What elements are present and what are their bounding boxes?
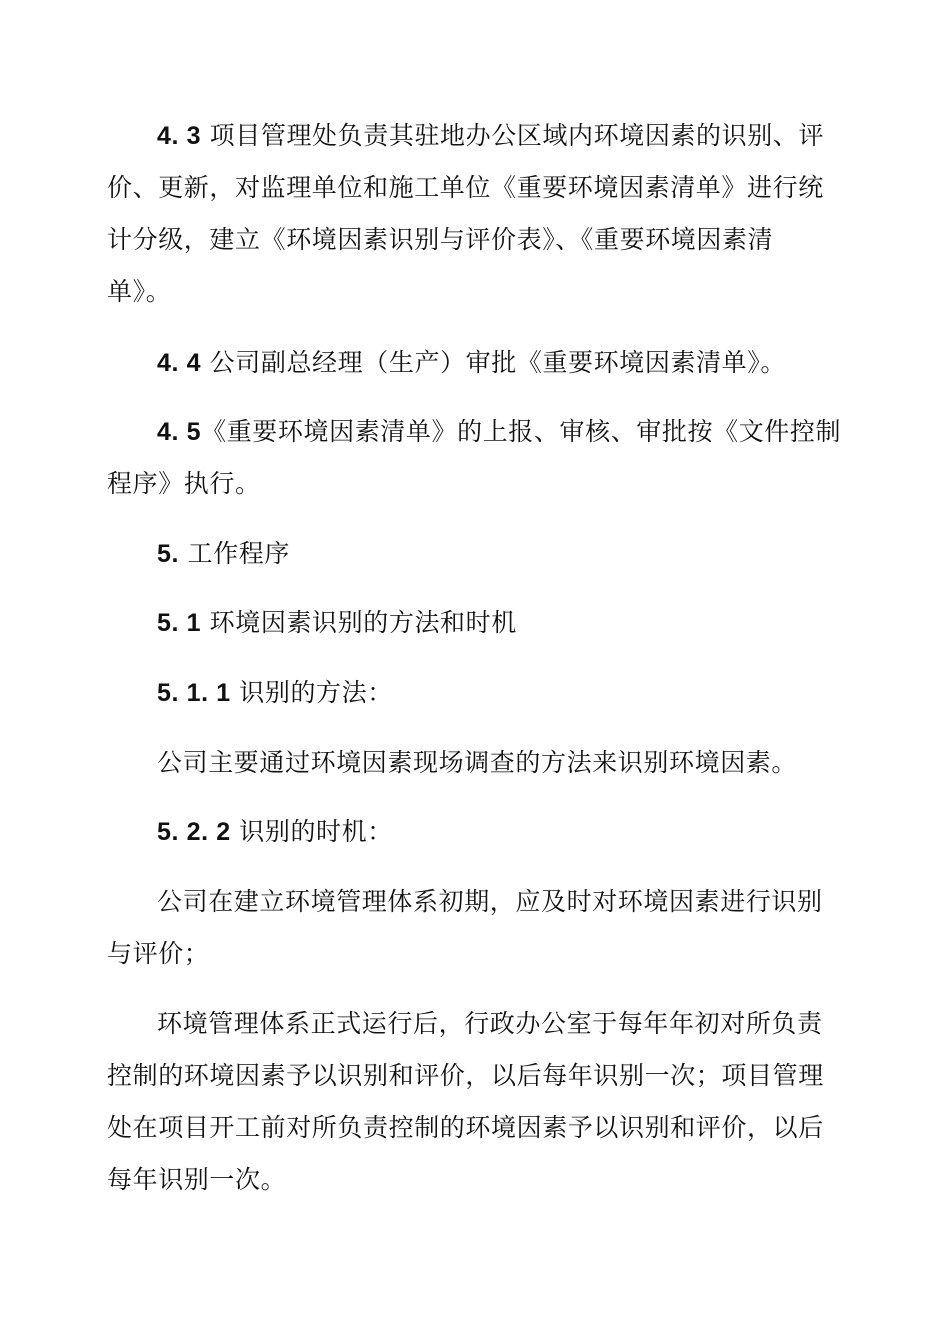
paragraph-text: 公司副总经理（生产）审批《重要环境因素清单》。 <box>209 348 786 377</box>
paragraph-text: 工作程序 <box>187 539 291 568</box>
paragraph-line: 公司在建立环境管理体系初期，应及时对环境因素进行识别 <box>157 887 823 916</box>
section-number: 4. 4 <box>157 349 202 377</box>
section-number: 5. 1. 1 <box>157 679 231 707</box>
paragraph-4-4 <box>107 337 847 389</box>
paragraph-line <box>107 110 847 162</box>
section-number: 5. 2. 2 <box>157 818 231 846</box>
paragraph-timing-initial <box>107 876 847 980</box>
paragraph-line: 程序》执行。 <box>107 469 261 498</box>
paragraph-line: 每年识别一次。 <box>107 1165 287 1194</box>
paragraph-line: 控制的环境因素予以识别和评价，以后每年识别一次；项目管理 <box>107 1061 824 1090</box>
paragraph-line <box>107 406 847 458</box>
paragraph-line: 单》。 <box>107 277 172 306</box>
paragraph-text: 项目管理处负责其驻地办公区域内环境因素的识别、评 <box>209 121 825 150</box>
section-number: 4. 3 <box>157 122 202 150</box>
paragraph-4-3 <box>107 110 847 318</box>
paragraph-line: 公司主要通过环境因素现场调查的方法来识别环境因素。 <box>157 748 798 777</box>
paragraph-line: 处在项目开工前对所负责控制的环境因素予以识别和评价，以后 <box>107 1113 824 1142</box>
paragraph-line: 与评价； <box>107 939 210 968</box>
paragraph-5-1-1 <box>107 667 847 719</box>
paragraph-text: 识别的方法： <box>239 678 393 707</box>
paragraph-line <box>107 806 847 858</box>
paragraph-text: 识别的时机： <box>239 817 393 846</box>
paragraph-timing-operation <box>107 998 847 1206</box>
paragraph-line: 环境管理体系正式运行后，行政办公室于每年年初对所负责 <box>157 1009 823 1038</box>
paragraph-line <box>107 528 847 580</box>
paragraph-method <box>107 737 847 789</box>
paragraph-line <box>107 337 847 389</box>
paragraph-line: 价、更新，对监理单位和施工单位《重要环境因素清单》进行统 <box>107 173 824 202</box>
paragraph-line <box>107 597 847 649</box>
paragraph-5-1 <box>107 597 847 649</box>
paragraph-text: 环境因素识别的方法和时机 <box>209 608 517 637</box>
section-number: 4. 5 <box>157 418 202 446</box>
paragraph-text: 《重要环境因素清单》的上报、审核、审批按《文件控制 <box>201 417 842 446</box>
section-number: 5. 1 <box>157 609 202 637</box>
paragraph-4-5 <box>107 406 847 510</box>
section-number: 5. <box>157 540 180 568</box>
paragraph-5-2-2 <box>107 806 847 858</box>
paragraph-line: 计分级，建立《环境因素识别与评价表》、《重要环境因素清 <box>107 225 774 254</box>
paragraph-5 <box>107 528 847 580</box>
paragraph-line <box>107 667 847 719</box>
